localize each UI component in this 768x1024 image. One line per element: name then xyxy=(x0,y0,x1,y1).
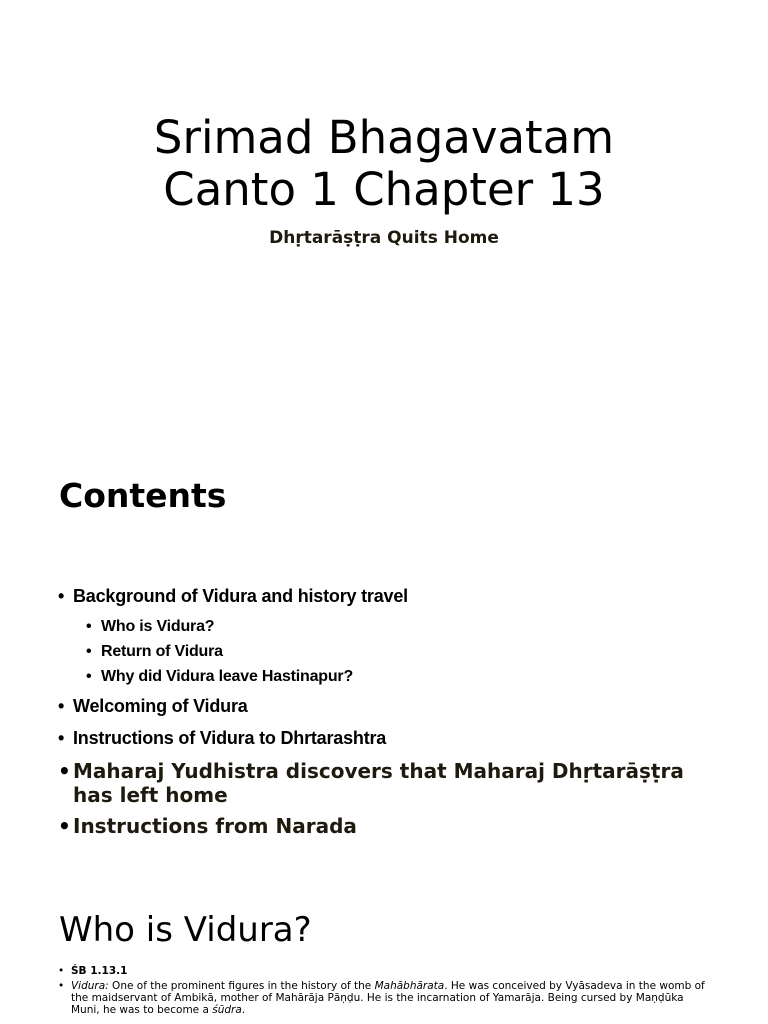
note-italic: Mahābhārata xyxy=(374,980,445,992)
contents-list xyxy=(58,585,718,845)
sub-list xyxy=(58,617,718,687)
note-text: . He was conceived by Vyāsadeva in the womb of the maidservant of Ambikā, mother of Mahārāja Pāṇḍu. He is the incarnation of Yamarāja. Being cursed by Maṇḍūka Muni, he was to become a xyxy=(71,980,705,1016)
section-heading: Who is Vidura? xyxy=(59,910,312,950)
list-item xyxy=(58,980,708,1016)
list-item: • Instructions of Vidura to Dhrtarashtra xyxy=(58,727,718,749)
verse-reference: ŚB 1.13.1 xyxy=(71,965,128,977)
title-line-1: Srimad Bhagavatam xyxy=(153,111,615,164)
note-italic: śūdra xyxy=(212,1004,242,1016)
list-item: • Welcoming of Vidura xyxy=(58,695,718,717)
list-item: • Who is Vidura? xyxy=(86,617,718,637)
title-slide xyxy=(0,0,768,430)
page-title xyxy=(0,112,768,216)
contents-slide xyxy=(0,430,768,860)
title-line-2: Canto 1 Chapter 13 xyxy=(163,163,605,216)
subtitle: Dhṛtarāṣṭra Quits Home xyxy=(269,228,499,248)
list-item: • Return of Vidura xyxy=(86,642,718,662)
note-text: . xyxy=(241,1004,246,1016)
note-lead: Vidura: xyxy=(71,980,109,992)
list-item: • Maharaj Yudhistra discovers that Maharaj Dhṛtarāṣṭra has left home xyxy=(58,759,718,807)
list-item xyxy=(58,965,708,977)
vidura-slide xyxy=(0,860,768,1024)
list-item: • Why did Vidura leave Hastinapur? xyxy=(86,667,718,687)
list-item: • Instructions from Narada xyxy=(58,814,718,838)
contents-heading: Contents xyxy=(59,476,227,515)
list-item: • Background of Vidura and history travel xyxy=(58,585,718,607)
note-text: One of the prominent figures in the history of the xyxy=(108,980,375,992)
notes-list xyxy=(58,965,708,1019)
